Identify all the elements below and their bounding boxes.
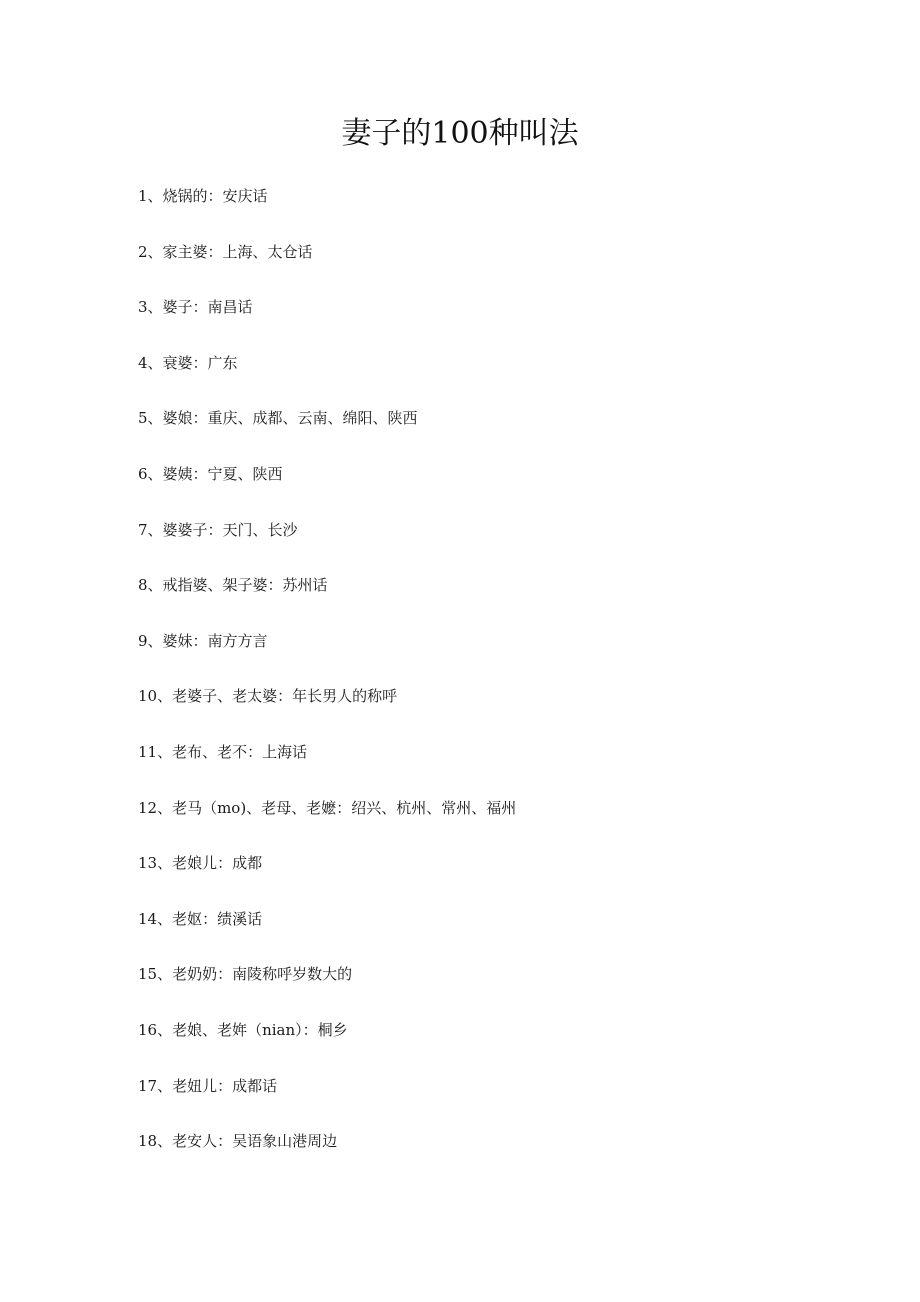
list-item: 8、戒指婆、架子婆：苏州话 [138, 576, 328, 595]
list-item: 5、婆娘：重庆、成都、云南、绵阳、陕西 [138, 409, 418, 428]
list-item: 7、婆婆子：天门、长沙 [138, 520, 298, 539]
list-item: 2、家主婆：上海、太仓话 [138, 242, 313, 261]
list-item: 11、老布、老不：上海话 [138, 742, 308, 761]
list-item: 15、老奶奶：南陵称呼岁数大的 [138, 965, 353, 984]
list-item: 16、老娘、老姩（nian）：桐乡 [138, 1020, 348, 1039]
list-item: 10、老婆子、老太婆：年长男人的称呼 [138, 687, 398, 706]
term-list [138, 182, 516, 1183]
list-item: 18、老安人：吴语象山港周边 [138, 1132, 338, 1151]
list-item: 1、烧锅的：安庆话 [138, 187, 268, 205]
list-item: 17、老妞儿：成都话 [138, 1076, 278, 1095]
list-item: 6、婆姨：宁夏、陕西 [138, 464, 283, 483]
list-item: 14、老妪：绩溪话 [138, 909, 263, 928]
list-item: 3、婆子：南昌话 [138, 298, 253, 317]
list-item: 9、婆妹：南方方言 [138, 631, 268, 650]
list-item: 4、衰婆：广东 [138, 353, 238, 372]
page-title: 妻子的100种叫法 [341, 116, 579, 151]
list-item: 12、老马（mo)、老母、老嬷：绍兴、杭州、常州、福州 [138, 798, 517, 817]
list-item: 13、老娘儿：成都 [138, 854, 263, 873]
